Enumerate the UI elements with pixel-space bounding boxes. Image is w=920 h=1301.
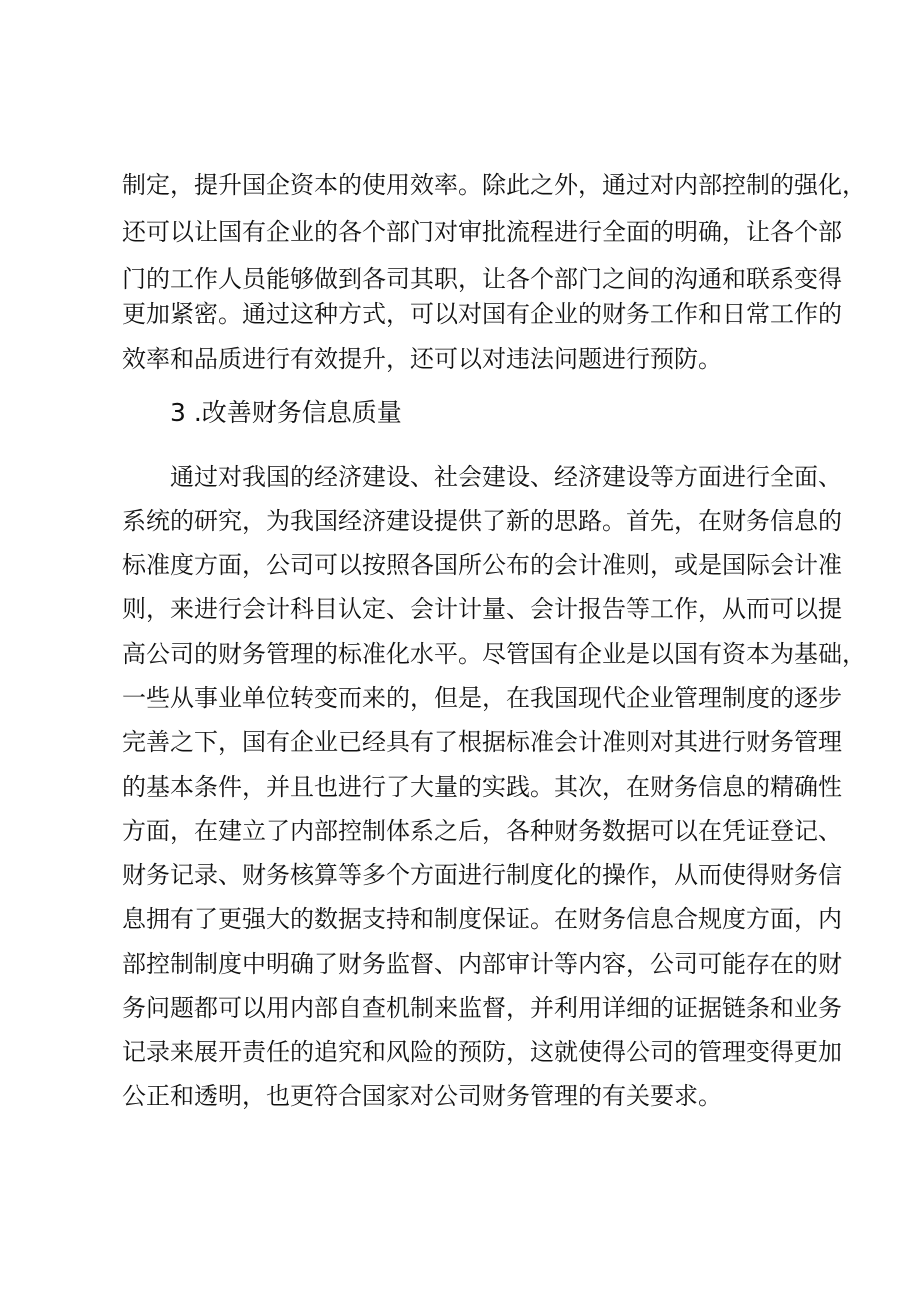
paragraph-line: 记录来展开责任的追究和风险的预防，这就使得公司的管理变得更加	[122, 1038, 842, 1066]
paragraph-line: 还可以让国有企业的各个部门对审批流程进行全面的明确，让各个部	[122, 218, 842, 246]
paragraph-line: 则，来进行会计科目认定、会计计量、会计报告等工作，从而可以提	[122, 595, 842, 623]
paragraph-line: 更加紧密。通过这种方式，可以对国有企业的财务工作和日常工作的	[122, 300, 842, 328]
paragraph-line: 的基本条件，并且也进行了大量的实践。其次，在财务信息的精确性	[122, 773, 842, 801]
paragraph-line: 财务记录、财务核算等多个方面进行制度化的操作，从而使得财务信	[122, 861, 842, 889]
section-heading: 3 .改善财务信息质量	[170, 398, 402, 427]
paragraph-line: 一些从事业单位转变而来的，但是，在我国现代企业管理制度的逐步	[122, 684, 842, 712]
paragraph-line: 完善之下，国有企业已经具有了根据标准会计准则对其进行财务管理	[122, 728, 842, 756]
paragraph-line: 制定，提升国企资本的使用效率。除此之外，通过对内部控制的强化，	[122, 171, 866, 199]
paragraph-line: 息拥有了更强大的数据支持和制度保证。在财务信息合规度方面，内	[122, 905, 842, 933]
paragraph-line: 系统的研究，为我国经济建设提供了新的思路。首先，在财务信息的	[122, 507, 842, 535]
paragraph-line: 方面，在建立了内部控制体系之后，各种财务数据可以在凭证登记、	[122, 817, 842, 845]
paragraph-line: 门的工作人员能够做到各司其职，让各个部门之间的沟通和联系变得	[122, 265, 842, 293]
paragraph-line: 部控制制度中明确了财务监督、内部审计等内容，公司可能存在的财	[122, 950, 842, 978]
paragraph-line: 通过对我国的经济建设、社会建设、经济建设等方面进行全面、	[170, 463, 842, 491]
paragraph-line: 高公司的财务管理的标准化水平。尽管国有企业是以国有资本为基础，	[122, 640, 866, 668]
paragraph-line: 务问题都可以用内部自查机制来监督，并利用详细的证据链条和业务	[122, 994, 842, 1022]
paragraph-line: 效率和品质进行有效提升，还可以对违法问题进行预防。	[122, 345, 722, 373]
paragraph-line: 公正和透明，也更符合国家对公司财务管理的有关要求。	[122, 1082, 722, 1110]
paragraph-line: 标准度方面，公司可以按照各国所公布的会计准则，或是国际会计准	[122, 551, 842, 579]
